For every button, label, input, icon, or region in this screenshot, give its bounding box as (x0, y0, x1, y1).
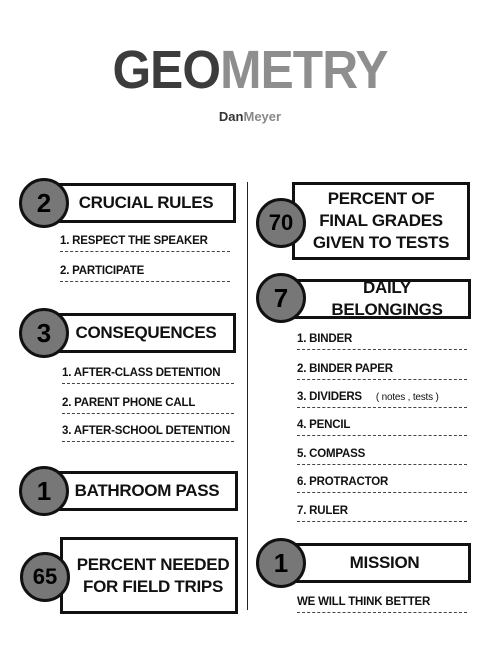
consequences-heading-box (46, 313, 236, 353)
field-trips-line-1: PERCENT NEEDED (76, 554, 230, 574)
field-trips-box (60, 537, 238, 614)
rules-item-1: 1. RESPECT THE SPEAKER (60, 232, 230, 252)
belongings-item-7: 7. RULER (297, 502, 467, 522)
field-trips-number: 65 (32, 564, 58, 589)
field-trips-number-badge (20, 552, 70, 602)
consequences-item-2: 2. PARENT PHONE CALL (62, 394, 234, 414)
tests-line-2: FINAL GRADES (319, 211, 443, 230)
consequences-number-badge (19, 308, 69, 358)
belongings-number: 7 (273, 282, 289, 313)
mission-heading: MISSION (349, 553, 420, 572)
consequences-number: 3 (36, 317, 52, 348)
bathroom-number-badge (19, 466, 69, 516)
rules-item-2: 2. PARTICIPATE (60, 262, 230, 282)
mission-heading-box (288, 543, 471, 583)
page-title (20, 40, 480, 100)
tests-box (292, 182, 470, 260)
belongings-item-2: 2. BINDER PAPER (297, 360, 467, 380)
mission-number-badge (256, 538, 306, 588)
belongings-item-5: 5. COMPASS (297, 445, 467, 465)
belongings-item-6: 6. PROTRACTOR (297, 473, 467, 493)
dividers-note: ( notes , tests ) (375, 392, 439, 403)
belongings-number-badge (256, 273, 306, 323)
title-geo: GEO (112, 40, 221, 100)
belongings-item-1: 1. BINDER (297, 330, 467, 350)
author-first: Dan (218, 109, 244, 124)
bathroom-heading-box (46, 471, 238, 511)
consequences-item-3: 3. AFTER-SCHOOL DETENTION (62, 422, 234, 442)
belongings-heading-box (287, 279, 471, 319)
rules-number: 2 (36, 187, 52, 218)
belongings-item-3-label: 3. DIVIDERS (297, 391, 362, 403)
belongings-item-4: 4. PENCIL (297, 416, 467, 436)
rules-heading-box (46, 183, 236, 223)
rules-heading: CRUCIAL RULES (78, 193, 214, 212)
consequences-heading: CONSEQUENCES (75, 323, 217, 342)
rules-number-badge (19, 178, 69, 228)
mission-statement: WE WILL THINK BETTER (297, 593, 467, 613)
author-byline (0, 109, 500, 124)
column-divider (247, 182, 248, 610)
consequences-item-1: 1. AFTER-CLASS DETENTION (62, 364, 234, 384)
field-trips-line-2: FOR FIELD TRIPS (82, 576, 223, 596)
tests-number: 70 (268, 210, 294, 235)
tests-line-1: PERCENT OF (327, 189, 435, 208)
title-metry: METRY (220, 40, 388, 100)
tests-number-badge (256, 198, 306, 248)
belongings-item-3 (297, 388, 467, 408)
author-last: Meyer (243, 109, 282, 124)
bathroom-heading: BATHROOM PASS (74, 481, 220, 500)
belongings-heading: DAILY BELONGINGS (331, 278, 443, 319)
tests-line-3: GIVEN TO TESTS (312, 233, 450, 252)
mission-number: 1 (273, 547, 289, 578)
bathroom-number: 1 (36, 475, 52, 506)
